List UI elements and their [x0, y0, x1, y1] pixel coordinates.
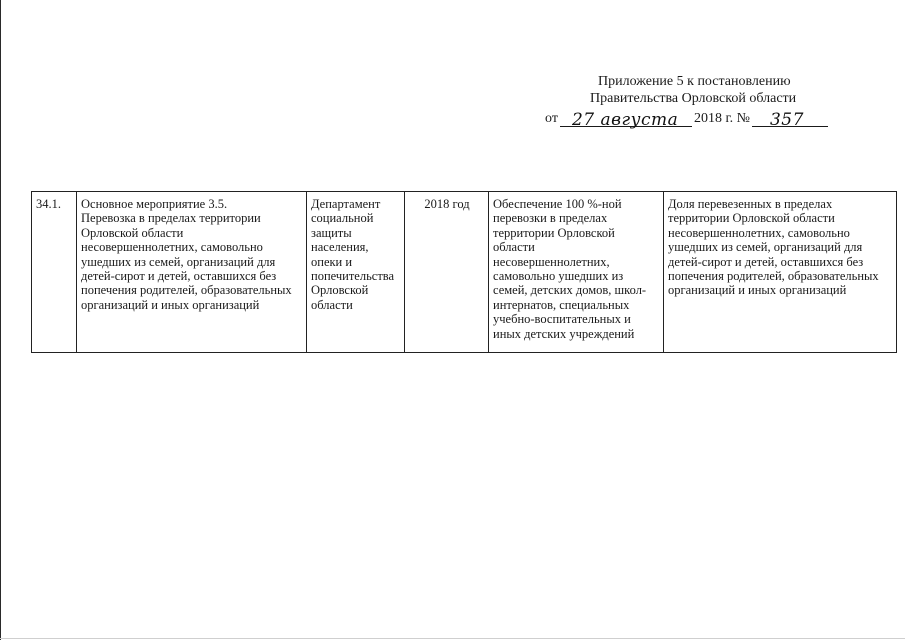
date-field: [560, 110, 692, 130]
appendix-title: Приложение 5 к постановлению: [598, 74, 791, 89]
table-row: [32, 192, 897, 353]
period-text: 2018 год: [424, 197, 470, 211]
number-field: [752, 110, 828, 130]
row-number: 34.1.: [36, 197, 61, 211]
page-bottom-edge: [0, 638, 905, 639]
row-number-cell: [32, 192, 77, 353]
handwritten-date: 27 августа: [571, 110, 679, 130]
activities-table: [31, 191, 897, 353]
appendix-authority: Правительства Орловской области: [590, 91, 797, 106]
year-number-label: 2018 г. №: [693, 111, 750, 126]
executor-text: Департамент социальной защиты населения, опеки и попечительства Орловской области: [311, 197, 395, 312]
handwritten-number: 357: [769, 110, 804, 130]
date-prefix: от: [545, 111, 558, 126]
result-cell: [489, 192, 664, 353]
executor-cell: [307, 192, 405, 353]
indicator-text: Доля перевезенных в пределах территории Орловской области несовершеннолетних, самовольно ушедших из семей, организаций для детей-сирот и детей, оставшихся без попечения родителей, образовательных организаций и иных организаций: [668, 197, 879, 298]
period-cell: [405, 192, 489, 353]
activity-cell: [77, 192, 307, 353]
appendix-date-line: [545, 110, 830, 130]
activity-text: Основное мероприятие 3.5. Перевозка в пределах территории Орловской области несовершеннолетних, самовольно ушедших из семей, организаций для детей-сирот и детей, оставшихся без попечения родителей, образовательных организаций и иных организаций: [81, 197, 292, 312]
indicator-cell: [664, 192, 897, 353]
page-left-edge: [0, 0, 1, 640]
result-text: Обеспечение 100 %-ной перевозки в пределах территории Орловской области несовершеннолетних, самовольно ушедших из семей, детских домов, школ- интернатов, специальных учебно-воспитательных и иных детских учреждений: [493, 197, 647, 341]
